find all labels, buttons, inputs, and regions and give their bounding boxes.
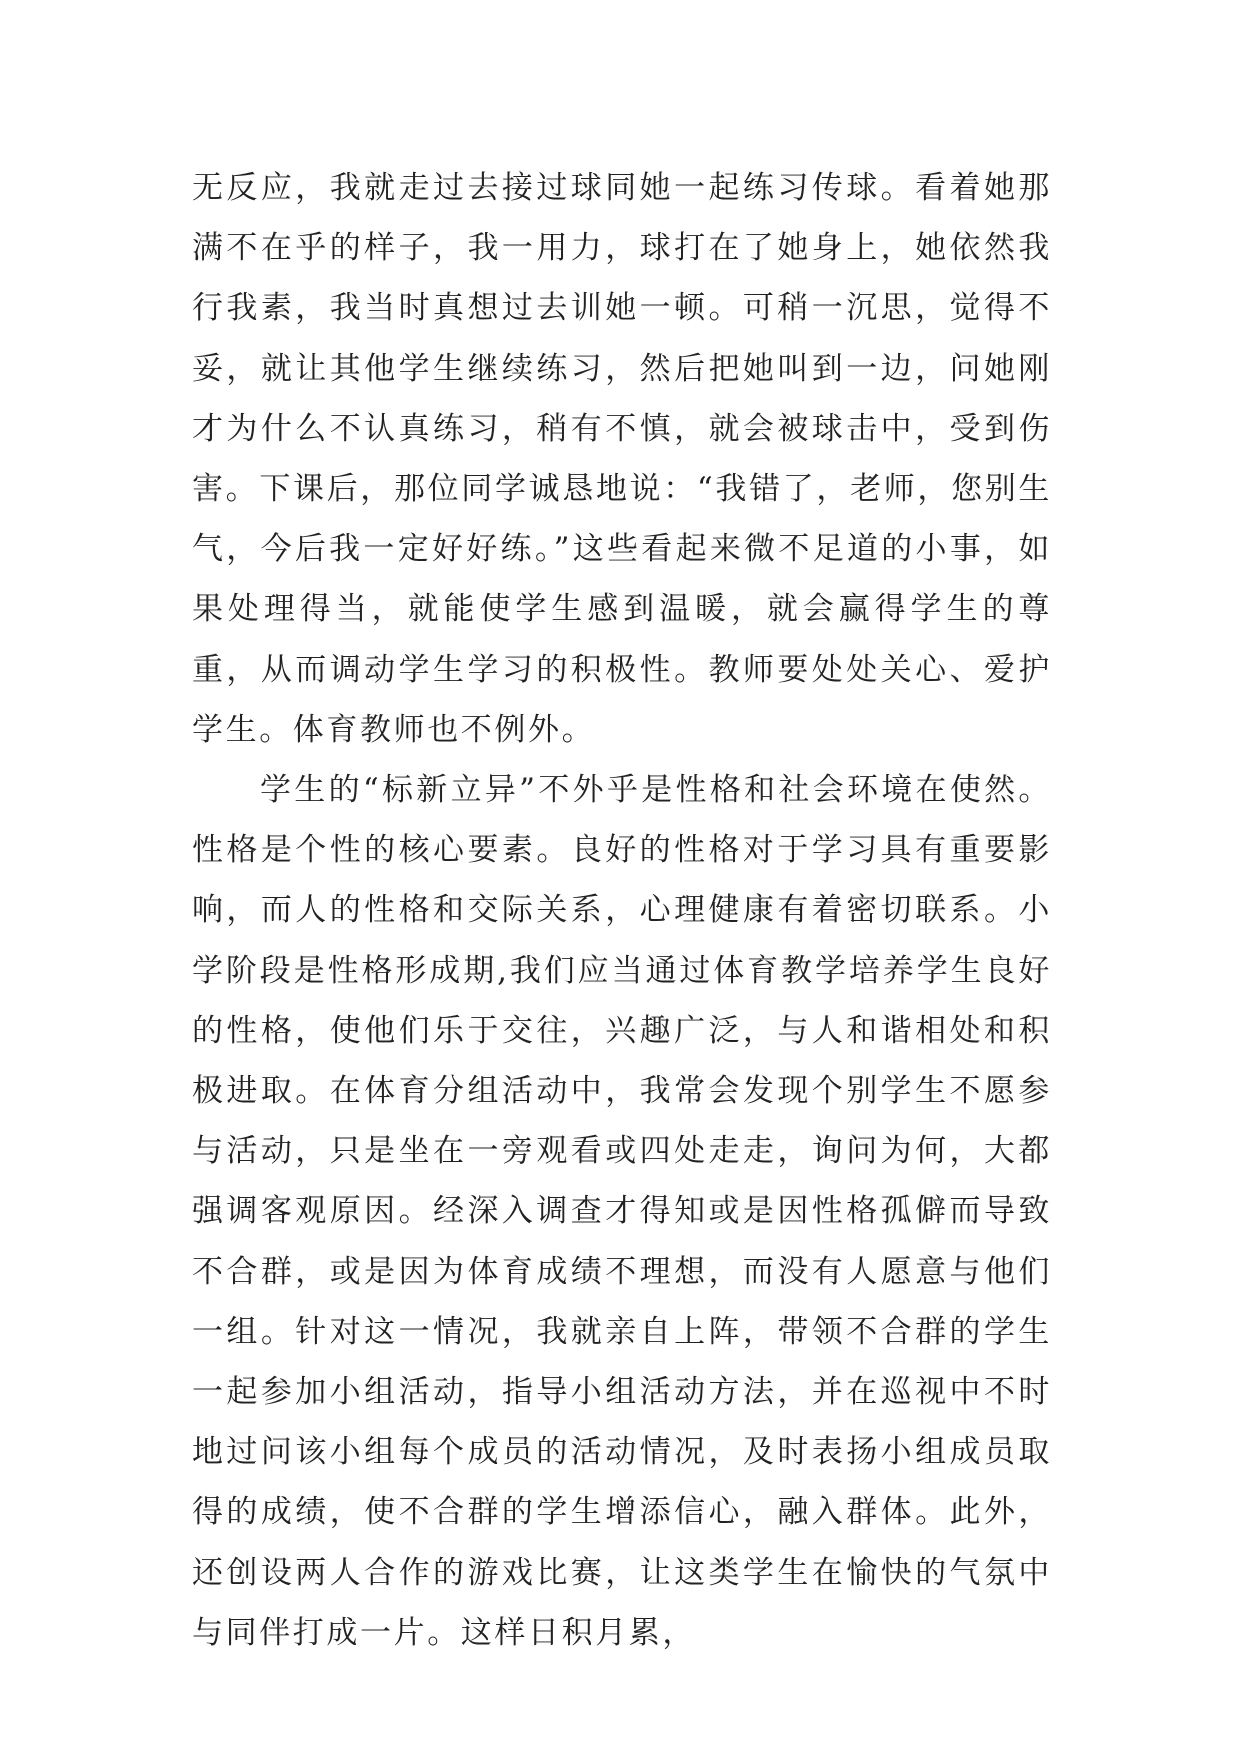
paragraph-1: 无反应，我就走过去接过球同她一起练习传球。看着她那满不在乎的样子，我一用力，球打在了她身上，她依然我行我素，我当时真想过去训她一顿。可稍一沉思，觉得不妥，就让其他学生继续练习，然后把她叫到一边，问她刚才为什么不认真练习，稍有不慎，就会被球击中，受到伤害。下课后，那位同学诚恳地说：“我错了，老师，您别生气，今后我一定好好练。”这些看起来微不足道的小事，如果处理得当，就能使学生感到温暖，就会赢得学生的尊重，从而调动学生学习的积极性。教师要处处关心、爱护学生。体育教师也不例外。	[192, 170, 1052, 748]
document-body	[192, 158, 1052, 1663]
paragraph-2: 学生的“标新立异”不外乎是性格和社会环境在使然。性格是个性的核心要素。良好的性格对于学习具有重要影响，而人的性格和交际关系，心理健康有着密切联系。小学阶段是性格形成期,我们应当通过体育教学培养学生良好的性格，使他们乐于交往，兴趣广泛，与人和谐相处和积极进取。在体育分组活动中，我常会发现个别学生不愿参与活动，只是坐在一旁观看或四处走走，询问为何，大都强调客观原因。经深入调查才得知或是因性格孤僻而导致不合群，或是因为体育成绩不理想，而没有人愿意与他们一组。针对这一情况，我就亲自上阵，带领不合群的学生一起参加小组活动，指导小组活动方法，并在巡视中不时地过问该小组每个成员的活动情况，及时表扬小组成员取得的成绩，使不合群的学生增添信心，融入群体。此外，还创设两人合作的游戏比赛，让这类学生在愉快的气氛中与同伴打成一片。这样日积月累，	[192, 772, 1052, 1651]
